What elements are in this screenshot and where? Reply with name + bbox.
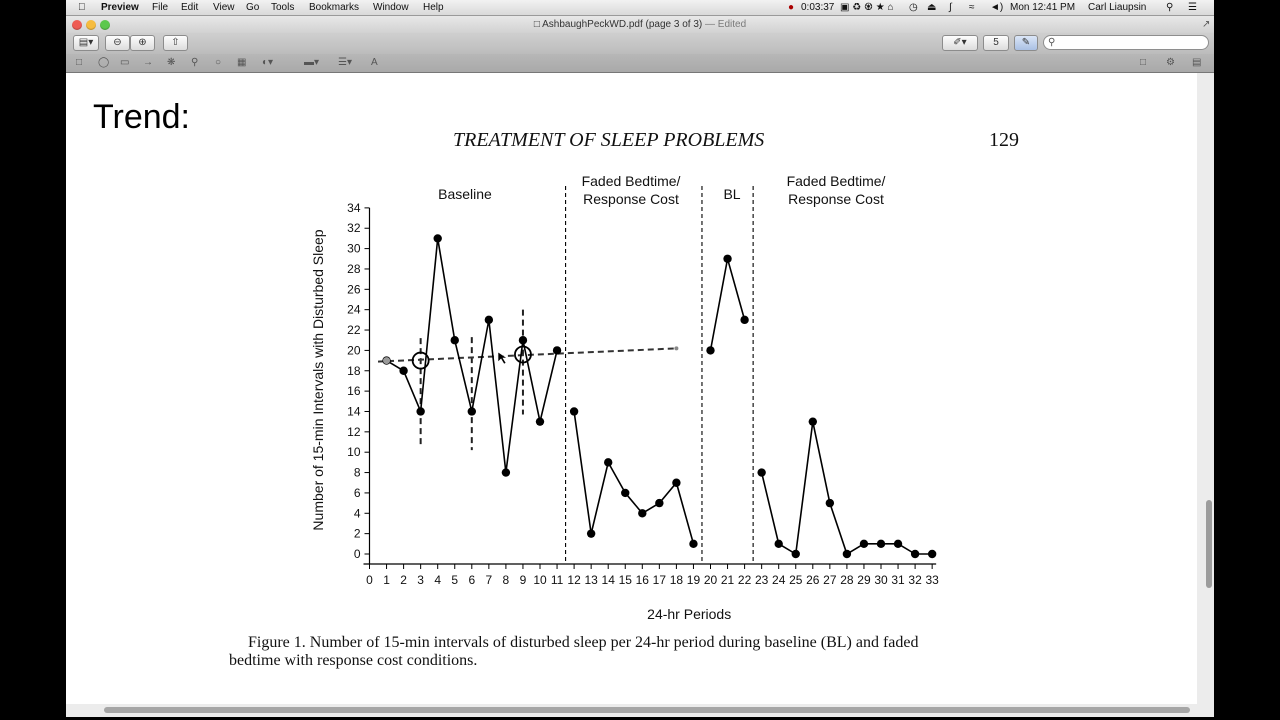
y-tick-label: 22 [347, 323, 361, 338]
x-tick-label: 1 [383, 573, 390, 587]
border-color-icon[interactable]: ▬▾ [304, 57, 320, 68]
y-tick-label: 2 [353, 526, 361, 541]
time-machine-icon[interactable]: ◷ [909, 2, 918, 13]
data-point [809, 417, 817, 425]
x-tick-label: 24 [772, 573, 786, 587]
data-point [672, 479, 680, 487]
phase-label: Response Cost [583, 191, 679, 207]
data-point [587, 529, 595, 537]
series-line [574, 411, 693, 543]
y-tick-label: 14 [347, 404, 361, 419]
menu-go[interactable]: Go [246, 2, 260, 13]
pdf-icon: □ [533, 19, 540, 30]
x-tick-label: 9 [519, 573, 527, 587]
bluetooth-icon[interactable]: ∫ [949, 2, 952, 13]
x-tick-label: 30 [874, 573, 888, 587]
x-tick-label: 28 [840, 573, 854, 587]
pen-icon: ✐▾ [953, 37, 967, 48]
figure-caption [229, 634, 1024, 670]
zoom-in-icon: ⊕ [138, 37, 147, 48]
phase-label: Baseline [438, 186, 492, 202]
menu-file[interactable]: File [152, 2, 169, 13]
recording-time: 0:03:37 [801, 2, 835, 13]
data-point [792, 550, 800, 558]
x-tick-label: 33 [925, 573, 939, 587]
running-head: TREATMENT OF SLEEP PROBLEMS [453, 129, 765, 151]
x-tick-label: 32 [908, 573, 922, 587]
x-tick-label: 21 [720, 573, 735, 587]
document-title: AshbaughPeckWD.pdf (page 3 of 3) [542, 19, 703, 30]
data-point [740, 316, 748, 324]
y-tick-label: 18 [347, 363, 361, 378]
data-point [655, 499, 663, 507]
x-tick-label: 14 [601, 573, 615, 587]
edit-icon: ✎ [1021, 37, 1031, 48]
data-point [757, 468, 765, 476]
data-point [553, 346, 561, 354]
x-tick-label: 2 [400, 573, 407, 587]
x-tick-label: 5 [451, 573, 459, 587]
shape-icon[interactable]: ○ [215, 57, 222, 68]
x-tick-label: 13 [584, 573, 598, 587]
x-tick-label: 20 [703, 573, 718, 587]
data-point [843, 550, 851, 558]
rounded-rect-icon[interactable]: ▭ [120, 57, 130, 68]
sign-icon[interactable]: □ [1140, 57, 1147, 68]
x-tick-label: 6 [468, 573, 476, 587]
menu-window[interactable]: Window [373, 2, 409, 13]
x-tick-label: 8 [502, 573, 510, 587]
volume-icon[interactable]: ◄) [990, 2, 1004, 13]
data-point [775, 540, 783, 548]
data-point [485, 316, 493, 324]
rect-select-icon[interactable]: □ [76, 57, 83, 68]
phase-label: Response Cost [788, 191, 884, 207]
data-point [536, 417, 544, 425]
data-point [826, 499, 834, 507]
loupe-icon[interactable]: ⚲ [191, 57, 199, 68]
data-point [621, 489, 629, 497]
x-tick-label: 12 [567, 573, 581, 587]
data-point [604, 458, 612, 466]
menu-edit[interactable]: Edit [181, 2, 199, 13]
spotlight-icon[interactable]: ⚲ [1166, 2, 1174, 13]
x-tick-label: 31 [891, 573, 905, 587]
lasso-icon[interactable]: ❋ [167, 57, 176, 68]
edited-indicator[interactable]: — Edited [705, 19, 747, 30]
data-point [928, 550, 936, 558]
data-point [399, 367, 407, 375]
page-number: 129 [989, 129, 1019, 151]
share-icon: ⇧ [171, 37, 180, 48]
x-tick-label: 17 [652, 573, 667, 587]
y-tick-label: 6 [353, 485, 361, 500]
data-point [894, 540, 902, 548]
record-icon[interactable]: ● [788, 2, 795, 13]
data-point [502, 468, 510, 476]
y-tick-label: 28 [347, 261, 361, 276]
y-tick-label: 4 [353, 506, 361, 521]
more-tools-icon[interactable]: ▤ [1192, 57, 1202, 68]
fullscreen-icon[interactable]: ↗ [1202, 19, 1211, 30]
x-tick-label: 23 [754, 573, 769, 587]
data-point [468, 407, 476, 415]
x-tick-label: 16 [635, 573, 649, 587]
search-icon: ⚲ [1048, 37, 1056, 48]
x-tick-label: 10 [533, 573, 547, 587]
eject-icon[interactable]: ⏏ [927, 2, 937, 13]
series-line [711, 259, 745, 351]
menubar-clock[interactable]: Mon 12:41 PM [1010, 2, 1076, 13]
notification-center-icon[interactable]: ☰ [1188, 2, 1197, 13]
x-tick-label: 4 [434, 573, 442, 587]
y-tick-label: 10 [347, 445, 361, 460]
y-tick-label: 0 [353, 547, 361, 561]
oval-icon[interactable]: ◯ [98, 57, 110, 68]
zoom-out-icon: ⊖ [113, 37, 122, 48]
menu-help[interactable]: Help [423, 2, 444, 13]
y-tick-label: 30 [347, 241, 361, 256]
x-tick-label: 3 [417, 573, 424, 587]
data-point [723, 255, 731, 263]
x-tick-label: 11 [550, 573, 564, 587]
trend-start-point [383, 357, 390, 364]
rotate-counter: 5 [993, 37, 999, 48]
menu-bookmarks[interactable]: Bookmarks [309, 2, 360, 13]
line-style-icon[interactable]: ☰▾ [338, 57, 352, 68]
data-point [706, 346, 714, 354]
arrow-icon[interactable]: → [143, 57, 153, 68]
x-tick-label: 22 [737, 573, 752, 587]
x-tick-label: 29 [857, 573, 871, 587]
data-point [638, 509, 646, 517]
crop-icon[interactable]: ▦ [237, 57, 247, 68]
data-point [451, 336, 459, 344]
phase-label: Faded Bedtime/ [786, 173, 886, 189]
sidebar-icon: ▤▾ [78, 37, 94, 48]
user-name[interactable]: Carl Liaupsin [1088, 2, 1147, 13]
x-tick-label: 25 [789, 573, 803, 587]
y-tick-label: 16 [347, 384, 361, 399]
y-tick-label: 12 [347, 424, 361, 439]
y-tick-label: 24 [347, 302, 361, 317]
series-line [762, 422, 933, 554]
data-point [570, 407, 578, 415]
menu-tools[interactable]: Tools [271, 2, 295, 13]
menu-view[interactable]: View [213, 2, 235, 13]
x-axis-label: 24-hr Periods [647, 606, 732, 622]
caption-line-1: Figure 1. Number of 15-min intervals of disturbed sleep per 24-hr period during baseline (BL) and faded [248, 634, 919, 651]
x-tick-label: 18 [669, 573, 684, 587]
y-tick-label: 34 [347, 200, 361, 215]
adjust-icon[interactable]: ◐▾ [262, 57, 274, 68]
trend-overlay-label: Trend: [93, 98, 191, 136]
data-point [519, 336, 527, 344]
y-tick-label: 8 [353, 465, 361, 480]
data-point [877, 540, 885, 548]
data-point [416, 407, 424, 415]
x-tick-label: 19 [686, 573, 701, 587]
phase-label: Faded Bedtime/ [581, 173, 681, 189]
phase-label: BL [723, 186, 741, 202]
mouse-cursor-icon [498, 352, 507, 364]
data-point [434, 234, 442, 242]
y-tick-label: 26 [347, 282, 361, 297]
wifi-icon[interactable]: ≈ [969, 2, 975, 13]
x-tick-label: 0 [366, 573, 373, 587]
data-point [911, 550, 919, 558]
x-tick-label: 26 [806, 573, 820, 587]
x-tick-label: 15 [618, 573, 632, 587]
settings-icon[interactable]: ⚙ [1166, 57, 1175, 68]
caption-line-2: bedtime with response cost conditions. [229, 652, 478, 669]
status-icons[interactable]: ▣ ♻ ♼ ★ ⌂ [840, 2, 894, 13]
y-tick-label: 20 [347, 343, 361, 358]
trend-line-endpoint [674, 346, 678, 350]
y-tick-label: 32 [347, 221, 361, 236]
x-tick-label: 7 [485, 573, 493, 587]
y-axis-label: Number of 15-min Intervals with Disturbed Sleep [310, 229, 326, 531]
x-tick-label: 27 [823, 573, 837, 587]
data-point [689, 540, 697, 548]
data-point [860, 540, 868, 548]
menu-app-preview[interactable]: Preview [101, 2, 139, 13]
font-icon[interactable]: A [371, 57, 378, 68]
